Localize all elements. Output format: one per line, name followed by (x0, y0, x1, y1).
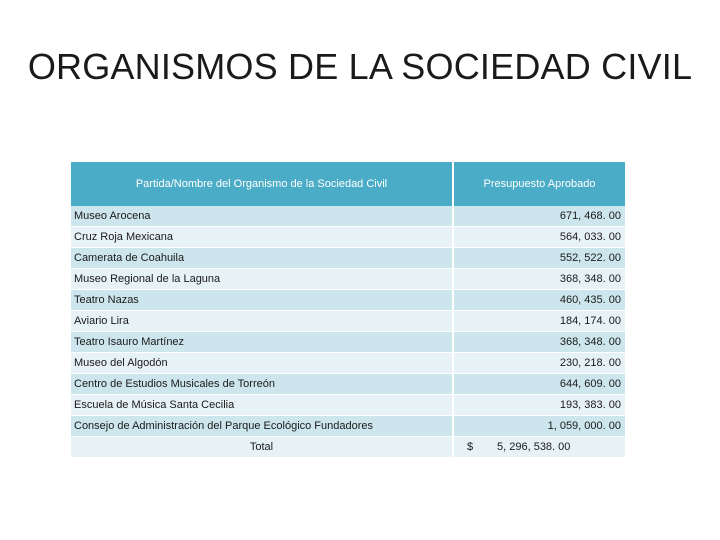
budget-cell: 644, 609. 00 (454, 374, 625, 395)
table-row (71, 332, 625, 353)
organism-name-cell: Aviario Lira (71, 311, 454, 332)
budget-cell: 368, 348. 00 (454, 332, 625, 353)
organism-name-cell: Centro de Estudios Musicales de Torreón (71, 374, 454, 395)
organism-name-cell: Consejo de Administración del Parque Ecológico Fundadores (71, 416, 454, 437)
header-organism-name: Partida/Nombre del Organismo de la Sociedad Civil (71, 162, 454, 206)
table-row (71, 395, 625, 416)
budget-cell: 671, 468. 00 (454, 206, 625, 227)
header-approved-budget: Presupuesto Aprobado (454, 162, 625, 206)
budget-cell: 460, 435. 00 (454, 290, 625, 311)
total-label: Total (71, 437, 454, 458)
slide-title: ORGANISMOS DE LA SOCIEDAD CIVIL (27, 46, 693, 87)
table-total-row (71, 437, 625, 458)
organism-name-cell: Teatro Isauro Martínez (71, 332, 454, 353)
budget-cell: 184, 174. 00 (454, 311, 625, 332)
table-row (71, 416, 625, 437)
organism-name-cell: Teatro Nazas (71, 290, 454, 311)
total-value-cell (454, 437, 625, 458)
total-value: 5, 296, 538. 00 (497, 441, 571, 453)
organism-name-cell: Escuela de Música Santa Cecilia (71, 395, 454, 416)
budget-cell: 193, 383. 00 (454, 395, 625, 416)
table-row (71, 248, 625, 269)
table-header-row (71, 162, 625, 206)
organism-name-cell: Cruz Roja Mexicana (71, 227, 454, 248)
budget-cell: 564, 033. 00 (454, 227, 625, 248)
table-row (71, 353, 625, 374)
table-row (71, 227, 625, 248)
organism-name-cell: Museo Arocena (71, 206, 454, 227)
table-row (71, 269, 625, 290)
table-row (71, 206, 625, 227)
budget-cell: 368, 348. 00 (454, 269, 625, 290)
table-row (71, 290, 625, 311)
budget-table (71, 162, 625, 458)
organism-name-cell: Museo Regional de la Laguna (71, 269, 454, 290)
table-row (71, 374, 625, 395)
organism-name-cell: Camerata de Coahuila (71, 248, 454, 269)
budget-cell: 1, 059, 000. 00 (454, 416, 625, 437)
organism-name-cell: Museo del Algodón (71, 353, 454, 374)
budget-cell: 230, 218. 00 (454, 353, 625, 374)
table-row (71, 311, 625, 332)
total-currency-symbol: $ (467, 441, 474, 453)
budget-cell: 552, 522. 00 (454, 248, 625, 269)
